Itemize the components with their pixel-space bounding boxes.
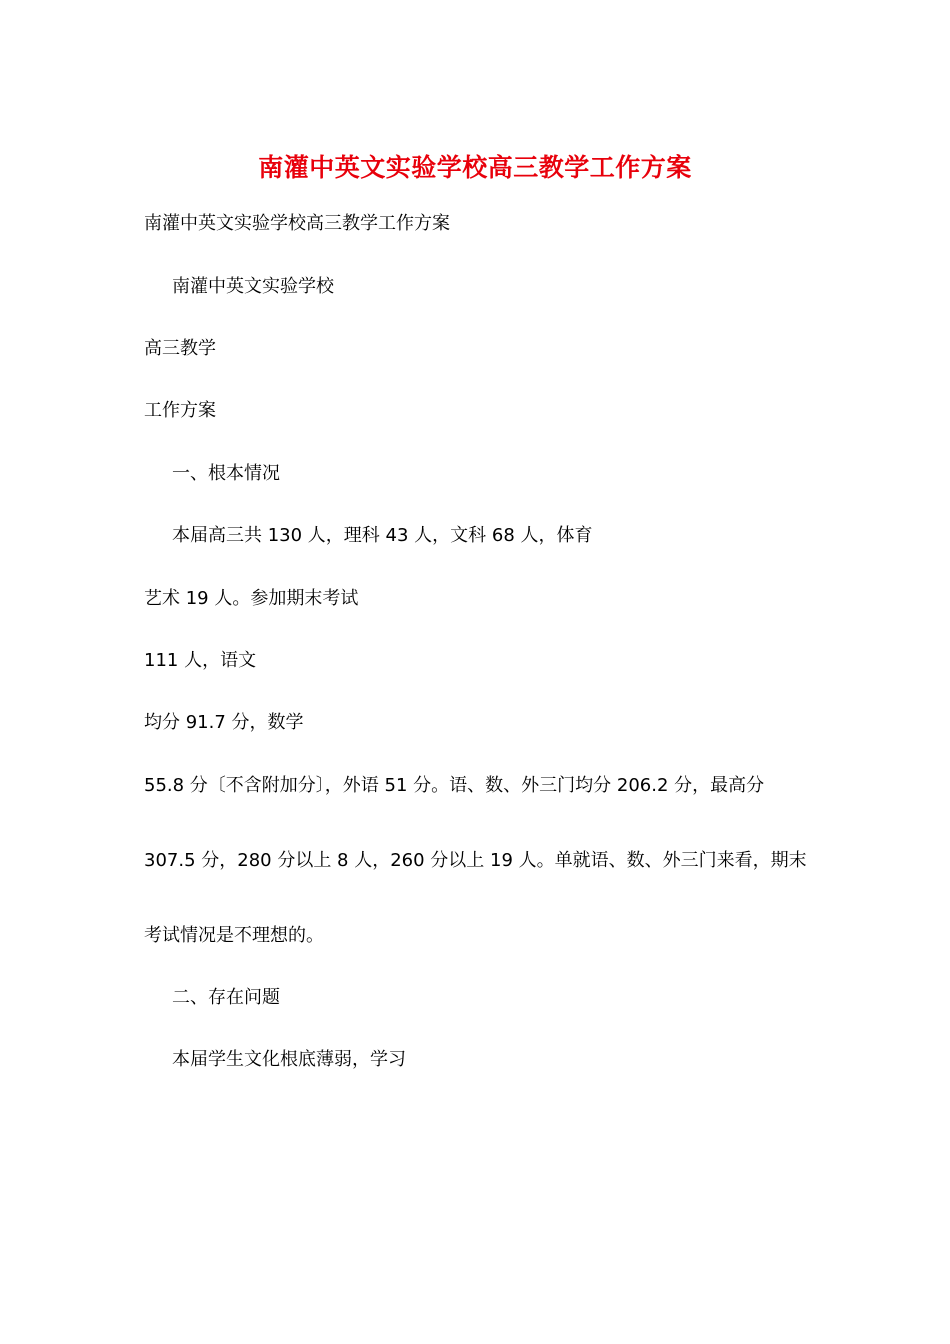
paragraph-line: 本届高三共 130 人，理科 43 人，文科 68 人，体育 <box>172 525 593 546</box>
paragraph-line: 111 人，语文 <box>144 650 257 671</box>
section-heading-basic: 一、根本情况 <box>172 463 280 484</box>
plan-line: 工作方案 <box>144 400 216 421</box>
paragraph-line: 艺术 19 人。参加期末考试 <box>144 588 359 609</box>
document-title: 南灌中英文实验学校高三教学工作方案 <box>258 153 692 182</box>
paragraph-line: 55.8 分〔不含附加分〕，外语 51 分。语、数、外三门均分 206.2 分，最高分 <box>144 775 765 796</box>
paragraph-line: 均分 91.7 分，数学 <box>144 712 304 733</box>
school-name-line: 南灌中英文实验学校 <box>172 276 334 297</box>
grade-line: 高三教学 <box>144 338 216 359</box>
paragraph-line: 考试情况是不理想的。 <box>144 925 324 946</box>
subtitle-line: 南灌中英文实验学校高三教学工作方案 <box>144 213 450 234</box>
paragraph-line: 307.5 分，280 分以上 8 人，260 分以上 19 人。单就语、数、外三门来看，期末 <box>144 850 807 871</box>
section-heading-problems: 二、存在问题 <box>172 987 280 1008</box>
paragraph-line: 本届学生文化根底薄弱，学习 <box>172 1049 406 1070</box>
